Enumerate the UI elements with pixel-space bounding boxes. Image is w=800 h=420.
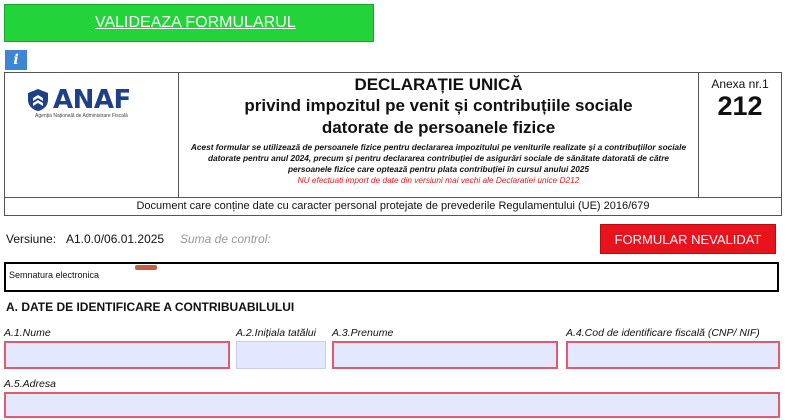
gdpr-note: Document care conține date cu caracter personal protejate de prevederile Regulamentului (UE) 2016/679 bbox=[4, 198, 782, 216]
form-subtitle-line2: datorate de persoanele fizice bbox=[321, 118, 556, 137]
anaf-logo bbox=[27, 85, 131, 115]
cnp-input[interactable] bbox=[566, 341, 780, 369]
title-cell bbox=[179, 73, 699, 197]
form-status-button[interactable]: FORMULAR NEVALIDAT bbox=[600, 224, 776, 254]
pen-icon bbox=[135, 265, 157, 270]
initiala-label: A.2.Inițiala tatălui bbox=[236, 327, 316, 339]
logo-subtitle: Agenția Națională de Administrare Fiscală bbox=[35, 113, 128, 119]
anaf-shield-icon bbox=[27, 88, 49, 112]
electronic-signature-field[interactable] bbox=[4, 262, 779, 292]
logo-cell bbox=[5, 73, 179, 197]
anexa-label: Anexa nr.1 bbox=[711, 77, 769, 91]
adresa-input[interactable] bbox=[4, 392, 780, 418]
section-a-title: A. DATE DE IDENTIFICARE A CONTRIBUABILULUI bbox=[6, 300, 295, 314]
form-header bbox=[4, 72, 782, 198]
prenume-label: A.3.Prenume bbox=[332, 327, 394, 339]
import-warning: NU efectuati import de date din versiuni mai vechi ale Declaratiei unice D212 bbox=[297, 175, 580, 185]
version-value: A1.0.0/06.01.2025 bbox=[66, 232, 165, 246]
cnp-label: A.4.Cod de identificare fiscală (CNP/ NIF) bbox=[566, 327, 760, 339]
validate-form-button[interactable]: VALIDEAZA FORMULARUL bbox=[4, 4, 374, 42]
nume-label: A.1.Nume bbox=[4, 327, 51, 339]
initiala-input[interactable] bbox=[236, 341, 326, 369]
anexa-cell bbox=[699, 73, 781, 197]
signature-label: Semnatura electronica bbox=[9, 270, 100, 280]
info-icon[interactable]: i bbox=[5, 50, 27, 70]
adresa-label: A.5.Adresa bbox=[4, 378, 56, 390]
version-label: Versiune: bbox=[6, 232, 57, 246]
form-number: 212 bbox=[717, 91, 763, 121]
checksum-label: Suma de control: bbox=[180, 232, 271, 246]
form-title: DECLARAȚIE UNICĂ bbox=[354, 75, 523, 94]
form-description: Acest formular se utilizează de persoanele fizice pentru declararea impozitului pe veniturile realizate și a contribuțiilor sociale datorate pentru anul 2024, precum și pentru declararea contribuției de asigurări sociale de sănătate datorată de către persoanele fizice care optează pentru plata contribuției în cursul anului 2025 bbox=[190, 142, 687, 174]
logo-text: ANAF bbox=[53, 85, 131, 115]
form-subtitle-line1: privind impozitul pe venit și contribuțiile sociale bbox=[244, 96, 633, 115]
nume-input[interactable] bbox=[4, 341, 230, 369]
prenume-input[interactable] bbox=[332, 341, 558, 369]
